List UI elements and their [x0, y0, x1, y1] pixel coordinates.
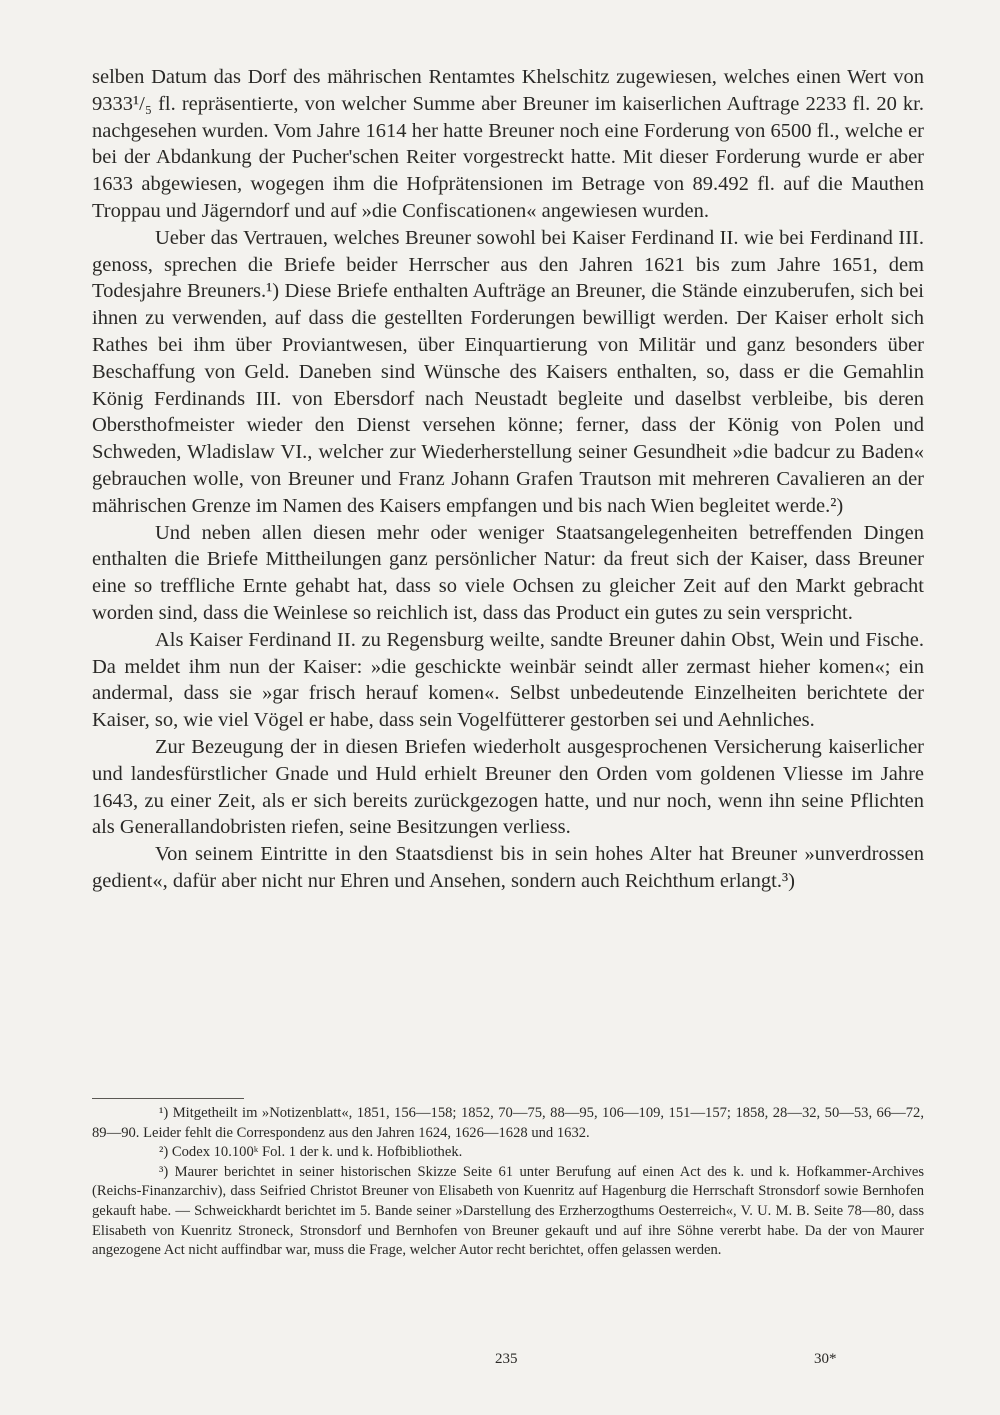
paragraph-5: Zur Bezeugung der in diesen Briefen wiederholt ausgesprochenen Versicherung kaiserlicher und landesfürstlicher Gnade und Huld erhielt Breuner den Orden vom goldenen Vliesse im Jahre 1643, zu einer Zeit, als er sich bereits zurückgezogen hatte, und nur noch, wenn ihn seine Pflichten als Generallandobristen riefen, seine Besitzungen verliess.: [92, 735, 924, 839]
page-number: 235: [495, 1351, 518, 1367]
signature-mark: 30*: [814, 1351, 837, 1367]
paragraph-3: Und neben allen diesen mehr oder weniger Staatsangelegenheiten betreffenden Dingen enthalten die Briefe Mittheilungen ganz persönlicher Natur: da freut sich der Kaiser, dass Breuner eine so treffliche Ernte gehabt hat, dass so viele Ochsen zu gleicher Zeit auf den Markt gebracht worden sind, dass die Weinlese so reichlich ist, dass das Product ein gutes zu sein verspricht.: [92, 521, 924, 624]
footnote-divider: [92, 1098, 244, 1099]
paragraph-1: selben Datum das Dorf des mährischen Rentamtes Khelschitz zugewiesen, welches einen Wert von 9333¹/₅ fl. repräsentierte, von welcher Summe aber Breuner im kaiserlichen Auftrage 2233 fl. 20 kr. nachgesehen wurden. Vom Jahre 1614 her hatte Breuner noch eine Forderung von 6500 fl., welche er bei der Abdankung der Pucher'schen Reiter vorgestreckt hatte. Mit dieser Forderung wurde er aber 1633 abgewiesen, wogegen ihm die Hofprätensionen im Betrage von 89.492 fl. auf die Mauthen Troppau und Jägerndorf und auf »die Confiscationen« angewiesen wurden.: [92, 66, 924, 222]
footnote-2: ²) Codex 10.100ᵏ Fol. 1 der k. und k. Hofbibliothek.: [159, 1144, 463, 1161]
paragraph-2: Ueber das Vertrauen, welches Breuner sowohl bei Kaiser Ferdinand II. wie bei Ferdinand III. genoss, sprechen die Briefe beider Herrscher aus den Jahren 1621 bis zum Jahre 1651, dem Todesjahre Breuners.¹) Diese Briefe enthalten Aufträge an Breuner, die Stände einzuberufen, sich bei ihnen zu verwenden, auf dass die gestellten Forderungen bewilligt werden. Der Kaiser erholt sich Rathes bei ihm über Proviantwesen, über Einquartierung von Militär und ganz besonders über Beschaffung von Geld. Daneben sind Wünsche des Kaisers enthalten, so, dass er die Gemahlin König Ferdinands III. von Ebersdorf nach Neustadt begleite und daselbst verbleibe, bis deren Obersthofmeister wieder den Dienst versehen könne; ferner, dass der König von Polen und Schweden, Wladislaw VI., welcher zur Wiederherstellung seiner Gesundheit »die badcur zu Baden« gebrauchen wolle, von Breuner und Franz Johann Grafen Trautson mit mehreren Cavalieren an der mährischen Grenze im Namen des Kaisers empfangen und bis nach Wien begleitet werde.²): [92, 226, 924, 517]
footnote-3: ³) Maurer berichtet in seiner historischen Skizze Seite 61 unter Berufung auf einen Act des k. und k. Hofkammer-Archives (Reichs-Finanzarchiv), dass Seifried Christot Breuner von Elisabeth von Kuenritz auf Hagenburg die Herrschaft Stronsdorf sowie Bernhofen gekauft habe. — Schweickhardt berichtet im 5. Bande seiner »Darstellung des Erzherzogthums Oesterreich«, V. U. M. B. Seite 78—80, dass Elisabeth von Kuenritz Stroneck, Stronsdorf und Bernhofen von Breuner gekauft und auf ihre Söhne vererbt habe. Da der von Maurer angezogene Act nicht auffindbar war, muss die Frage, welcher Autor recht berichtet, offen gelassen werden.: [92, 1163, 924, 1259]
paragraph-6: Von seinem Eintritte in den Staatsdienst bis in sein hohes Alter hat Breuner »unverdrossen gedient«, dafür aber nicht nur Ehren und Ansehen, sondern auch Reichthum erlangt.³): [92, 843, 924, 892]
body-text: [92, 64, 924, 895]
paragraph-4: Als Kaiser Ferdinand II. zu Regensburg weilte, sandte Breuner dahin Obst, Wein und Fische. Da meldet ihm nun der Kaiser: »die geschickte weinbär seindt aller zermast hieher komen«; ein andermal, dass sie »gar frisch herauf komen«. Selbst unbedeutende Einzelheiten berichtete der Kaiser, so, wie viel Vögel er habe, dass sein Vogelfütterer gestorben sei und Aehnliches.: [92, 628, 924, 732]
footnote-1: ¹) Mitgetheilt im »Notizenblatt«, 1851, 156—158; 1852, 70—75, 88—95, 106—109, 151—157; 1858, 28—32, 50—53, 66—72, 89—90. Leider fehlt die Correspondenz aus den Jahren 1624, 1626—1628 und 1632.: [92, 1105, 924, 1141]
footnotes: [92, 1104, 924, 1261]
